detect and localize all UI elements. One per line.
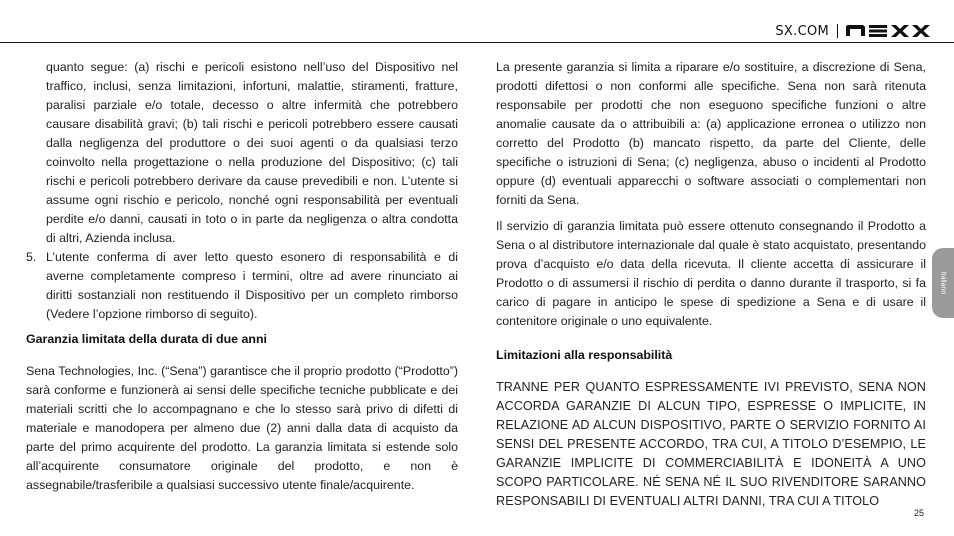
- page-number: 25: [913, 508, 924, 518]
- brand-block: [775, 20, 932, 42]
- item-text: L’utente conferma di aver letto questo esonero di responsabilità e di averne completamente compreso i termini, oltre ad avere rinunciato ai diritti sostanziali non restituendo il Dispositivo per un completo rimborso (Vedere l’opzione rimborso di seguito).: [46, 250, 458, 321]
- section-heading-liability: Limitazioni alla responsabilità: [496, 348, 673, 362]
- right-paragraph-1: La presente garanzia si limita a riparare e/o sostituire, a discrezione di Sena, prodotti difettosi o non conformi alle specifiche. Sena non sarà ritenuta responsabile per prodotti che non eseguono specifiche funzioni o altre anomalie causate da o attribuibili a: (a) applicazione erronea o utilizzo non corretto del Prodotto (b) mancato rispetto, da parte del Cliente, delle specifiche o istruzioni di Sena; (c) negligenza, abuso o incidenti al Prodotto oppure (d) eventuali apparecchi o software associati o complementari non forniti da Sena.: [496, 60, 926, 207]
- page-header: [0, 20, 954, 46]
- site-label: SX.COM: [775, 23, 829, 39]
- language-tab-label: Italiano: [939, 271, 947, 295]
- item-number: 5.: [26, 250, 37, 264]
- left-paragraph-2: Sena Technologies, Inc. (“Sena”) garantisce che il proprio prodotto (“Prodotto”) sarà conforme e funzionerà ai sensi delle specifiche tecniche pubblicate e dei materiali scritti che lo accompagnano e che lo stesso sarà privo di difetti di materiale e manodopera per almeno due (2) anni dalla data di acquisto da parte del primo acquirente del prodotto. La garanzia limitata si estende solo all’acquirente consumatore originale del prodotto, e non è assegnabile/trasferibile a qualsiasi successivo utente finale/acquirente.: [26, 364, 458, 492]
- left-column: [26, 58, 458, 495]
- header-rule: [0, 42, 954, 43]
- right-column: [496, 58, 926, 511]
- section-heading-warranty: Garanzia limitata della durata di due anni: [26, 332, 267, 346]
- language-tab[interactable]: [932, 248, 954, 318]
- right-paragraph-3: TRANNE PER QUANTO ESPRESSAMENTE IVI PREVISTO, SENA NON ACCORDA GARANZIE DI ALCUN TIPO, ESPRESSE O IMPLICITE, IN RELAZIONE AD ALCUN DISPOSITIVO, PARTE O SERVIZIO FORNITO AI SENSI DEL PRESENTE ACCORDO, TRA CUI, A TITOLO D’ESEMPIO, LE GARANZIE IMPLICITE DI COMMERCIABILITÀ E IDONEITÀ A UNO SCOPO PARTICOLARE. NÉ SENA NÉ IL SUO RIVENDITORE SARANNO RESPONSABILI DI EVENTUALI ALTRI DANNI, TRA CUI A TITOLO: [496, 380, 926, 508]
- nexx-logo: [846, 25, 932, 37]
- right-paragraph-2: Il servizio di garanzia limitata può essere ottenuto consegnando il Prodotto a Sena o al distributore internazionale dal quale è stato acquistato, presentando prova d’acquisto e/o data della ricevuta. Il cliente accetta di assicurare il Prodotto o di assumersi il rischio di perdita o danno durante il trasporto, si fa carico di pagare in anticipo le spese di spedizione a Sena e di usare il contenitore originale o uno equivalente.: [496, 219, 926, 328]
- numbered-item-5: [26, 248, 458, 324]
- left-paragraph-1: quanto segue: (a) rischi e pericoli esistono nell’uso del Dispositivo nel traffico, inclusi, senza limitazioni, infortuni, malattie, stiramenti, fratture, paralisi parziale e/o totale, decesso o altre infermità che potrebbero causare disabilità gravi; (b) tali rischi e pericoli potrebbero essere causati dalla negligenza del produttore o dei suoi agenti o da qualsiasi terzo coinvolto nella progettazione o nella produzione del Dispositivo; (c) tali rischi e pericoli potrebbero derivare da cause prevedibili e non. L’utente si assume ogni rischio e pericolo, nonché ogni responsabilità per eventuali perdite e/o danni, causati in toto o in parte da negligenza o altra condotta di altri, Azienda inclusa.: [46, 60, 458, 245]
- brand-separator: [837, 24, 838, 38]
